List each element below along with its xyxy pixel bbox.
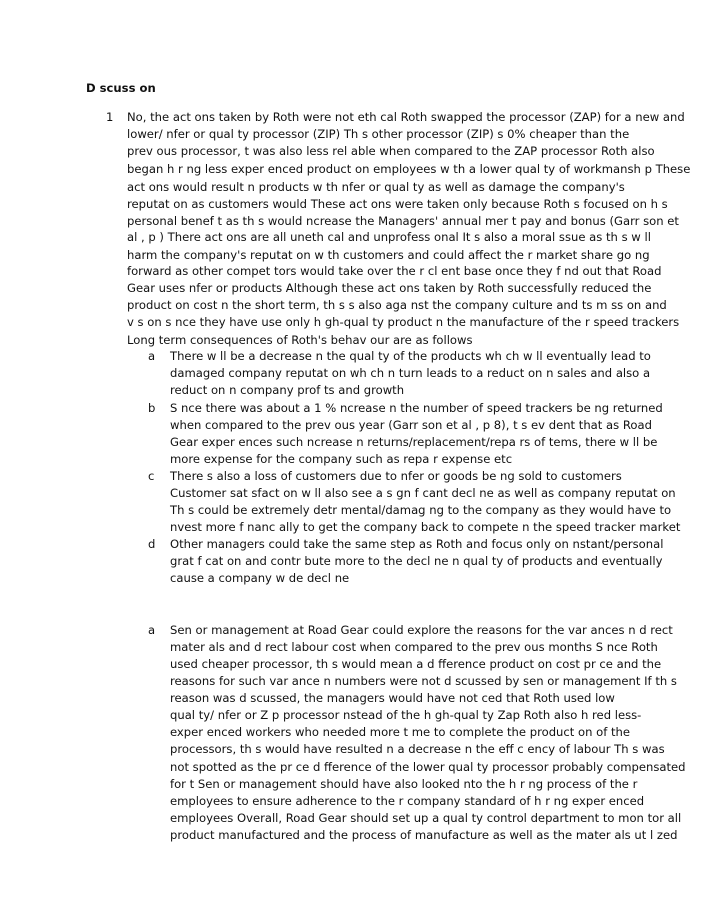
paragraph-line: product on cost n the short term, th s s also aga nst the company culture and ts m ss on and	[127, 298, 667, 312]
list-line: cause a company w de decl ne	[170, 571, 350, 585]
paragraph-line: prev ous processor, t was also less rel able when compared to the ZAP processor Roth also	[127, 144, 655, 158]
list-label: c	[148, 469, 155, 483]
list-line: reduct on n company prof ts and growth	[170, 383, 405, 397]
paragraph-line: began h r ng less exper enced product on employees w th a lower qual ty of workmansh p These	[127, 162, 691, 176]
list-line: qual ty/ nfer or Z p processor nstead of the h gh-qual ty Zap Roth also h red less-	[170, 708, 642, 722]
list-line: Other managers could take the same step as Roth and focus only on nstant/personal	[170, 537, 664, 551]
list-line: Customer sat sfact on w ll also see a s gn f cant decl ne as well as company reputat on	[170, 486, 676, 500]
list-label: a	[148, 349, 156, 363]
list-label: a	[148, 623, 156, 637]
list-line: nvest more f nanc ally to get the company back to compete n the speed tracker market	[170, 520, 681, 534]
list-line: product manufactured and the process of manufacture as well as the mater als ut l zed	[170, 828, 678, 842]
list-line: not spotted as the pr ce d fference of the lower qual ty processor probably compensated	[170, 760, 686, 774]
section-heading: D scuss on	[86, 81, 156, 95]
list-label: d	[148, 537, 156, 551]
list-line: more expense for the company such as repa r expense etc	[170, 452, 513, 466]
list-line: S nce there was about a 1 % ncrease n the number of speed trackers be ng returned	[170, 401, 663, 415]
paragraph-line: personal benef t as th s would ncrease the Managers' annual mer t pay and bonus (Garr son et	[127, 214, 679, 228]
paragraph-line: Gear uses nfer or products Although these act ons taken by Roth successfully reduced the	[127, 281, 652, 295]
list-line: Sen or management at Road Gear could explore the reasons for the var ances n d rect	[170, 623, 673, 637]
paragraph-line: v s on s nce they have use only h gh-qual ty product n the manufacture of the r speed trackers	[127, 315, 680, 329]
list-line: processors, th s would have resulted n a decrease n the eff c ency of labour Th s was	[170, 742, 665, 756]
list-line: Gear exper ences such ncrease n returns/replacement/repa rs of tems, there w ll be	[170, 435, 658, 449]
list-line: used cheaper processor, th s would mean a d fference product on cost pr ce and the	[170, 657, 662, 671]
item-1-number: 1	[106, 110, 114, 124]
paragraph-line: lower/ nfer or qual ty processor (ZIP) Th s other processor (ZIP) s 0% cheaper than the	[127, 127, 630, 141]
list-line: reason was d scussed, the managers would have not ced that Roth used low	[170, 691, 615, 705]
list-line: employees to ensure adherence to the r company standard of h r ng exper enced	[170, 794, 645, 808]
list-line: mater als and d rect labour cost when compared to the prev ous months S nce Roth	[170, 640, 658, 654]
paragraph-line: al , p ) There act ons are all uneth cal and unprofess onal It s also a moral ssue as th s w ll	[127, 230, 651, 244]
list-line: There w ll be a decrease n the qual ty of the products wh ch w ll eventually lead to	[170, 349, 651, 363]
list-label: b	[148, 401, 156, 415]
list-line: exper enced workers who needed more t me to complete the product on of the	[170, 725, 631, 739]
paragraph-line: forward as other compet tors would take over the r cl ent base once they f nd out that Road	[127, 264, 662, 278]
list-line: grat f cat on and contr bute more to the decl ne n qual ty of products and eventually	[170, 554, 663, 568]
list-line: employees Overall, Road Gear should set up a qual ty control department to mon tor all	[170, 811, 682, 825]
list-line: Th s could be extremely detr mental/damag ng to the company as they would have to	[170, 503, 672, 517]
paragraph-line: harm the company's reputat on w th customers and could affect the r market share go ng	[127, 248, 650, 262]
list-line: There s also a loss of customers due to nfer or goods be ng sold to customers	[170, 469, 622, 483]
list-line: when compared to the prev ous year (Garr son et al , p 8), t s ev dent that as Road	[170, 418, 652, 432]
paragraph-line: No, the act ons taken by Roth were not eth cal Roth swapped the processor (ZAP) for a new and	[127, 110, 685, 124]
paragraph-line: act ons would result n products w th nfer or qual ty as well as damage the company's	[127, 180, 625, 194]
list-line: damaged company reputat on wh ch n turn leads to a reduct on n sales and also a	[170, 366, 651, 380]
paragraph-line: reputat on as customers would These act ons were taken only because Roth s focused on h s	[127, 197, 668, 211]
paragraph-line: Long term consequences of Roth's behav our are as follows	[127, 333, 473, 347]
list-line: reasons for such var ance n numbers were not d scussed by sen or management If th s	[170, 674, 677, 688]
list-line: for t Sen or management should have also looked nto the h r ng process of the r	[170, 777, 638, 791]
